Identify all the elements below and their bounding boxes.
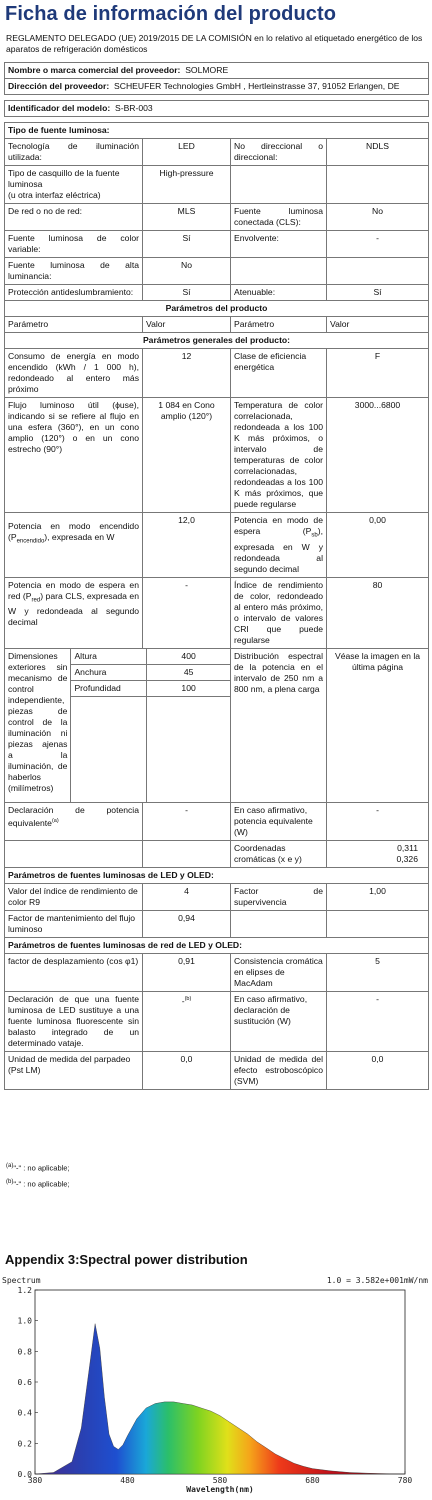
model-id-label: Identificador del modelo: <box>8 103 111 113</box>
param-value: 0,91 <box>143 954 231 992</box>
column-header-row <box>5 317 429 333</box>
product-params-header <box>5 301 429 317</box>
dimension-name: Altura <box>71 649 147 665</box>
param-label: Consistencia cromática en elipses de MacAdam <box>231 954 327 992</box>
y-tick-label: 0.6 <box>17 1378 32 1387</box>
section-header: Parámetros generales del producto: <box>5 333 429 349</box>
chart-annotation: 1.0 = 3.582e+001mW/nm <box>326 1276 428 1285</box>
param-label: Unidad de medida del efecto estroboscópico (SVM) <box>231 1052 327 1090</box>
param-value: 1 084 en Cono amplio (120°) <box>143 398 231 513</box>
param-label: Envolvente: <box>231 231 327 258</box>
param-label: Temperatura de color correlacionada, redondeada a los 100 K más próximos, o intervalo de temperaturas de color correlacionadas, redondeadas a los 100 K más próximos, que puede regularse <box>231 398 327 513</box>
param-label: Distribución espectral de la potencia en el intervalo de 250 nm a 800 nm, a plena carga <box>231 648 327 803</box>
param-value: 5 <box>327 954 429 992</box>
supplier-name-label: Nombre o marca comercial del proveedor: <box>8 65 181 75</box>
param-value: 1,00 <box>327 884 429 911</box>
y-tick-label: 1.2 <box>17 1286 32 1295</box>
param-value <box>327 911 429 938</box>
param-value: F <box>327 349 429 398</box>
param-value: - <box>327 803 429 841</box>
x-tick-label: 480 <box>120 1476 135 1485</box>
param-label: Unidad de medida del parpadeo (Pst LM) <box>5 1052 143 1090</box>
param-value: 3000...6800 <box>327 398 429 513</box>
param-value: Véase la imagen en la última página <box>327 648 429 803</box>
dimension-name: Profundidad <box>71 680 147 696</box>
model-id-row <box>5 101 429 117</box>
param-label: Protección antideslumbramiento: <box>5 285 143 301</box>
column-header-value: Valor <box>327 317 429 333</box>
dimension-name: Anchura <box>71 664 147 680</box>
table-row <box>5 884 429 911</box>
param-label: Declaración de que una fuente luminosa de LED sustituye a una fuente luminosa fluorescente sin balasto integrado de un determinado vataje. <box>5 992 143 1052</box>
x-tick-label: 580 <box>212 1476 228 1485</box>
param-label: Declaración de potencia equivalente$^{(a)}$ <box>5 803 143 841</box>
column-header-param: Parámetro <box>231 317 327 333</box>
section-header: Parámetros de fuentes luminosas de red de LED y OLED: <box>5 938 429 954</box>
regulation-text: REGLAMENTO DELEGADO (UE) 2019/2015 DE LA COMISIÓN en lo relativo al etiquetado energético de los aparatos de refrigeración domésticos <box>6 33 423 54</box>
param-label: Índice de rendimiento de color, redondeado al entero más próximo, o intervalo de valores CRI que puede regularse <box>231 577 327 648</box>
param-value: 0,00 <box>327 513 429 578</box>
param-label: Fuente luminosa conectada (CLS): <box>231 204 327 231</box>
dimension-value: 400 <box>147 649 230 665</box>
y-tick-label: 0.8 <box>17 1347 32 1357</box>
table-row <box>5 841 429 868</box>
dimension-value: 100 <box>147 680 230 696</box>
appendix-title: Appendix 3:Spectral power distribution <box>5 1252 248 1267</box>
param-value: - <box>327 231 429 258</box>
footnote-a: $^{(a)}$"-" : no aplicable; <box>6 1163 70 1173</box>
table-row <box>5 954 429 992</box>
table-row <box>5 803 429 841</box>
param-value: High-pressure <box>143 166 231 204</box>
param-value: -$^{(b)}$ <box>143 992 231 1052</box>
param-value: 0,94 <box>143 911 231 938</box>
footnote-b: $^{(b)}$"-" : no aplicable; <box>6 1179 70 1189</box>
section-header: Tipo de fuente luminosa: <box>5 123 429 139</box>
param-value: 80 <box>327 577 429 648</box>
param-value: 12 <box>143 349 231 398</box>
dimensions-block <box>5 649 230 803</box>
param-label: Coordenadas cromáticas (x e y) <box>231 841 327 868</box>
param-label: Potencia en modo de espera $(P_{sb})$, expresada en W y redondeada al segundo decimal <box>231 513 327 578</box>
param-label <box>231 166 327 204</box>
param-label: De red o no de red: <box>5 204 143 231</box>
table-row <box>5 513 429 578</box>
param-value: MLS <box>143 204 231 231</box>
dimensions-row <box>5 648 429 803</box>
table-row <box>5 204 429 231</box>
param-label: factor de desplazamiento (cos φ1) <box>5 954 143 992</box>
y-tick-label: 0.2 <box>17 1439 32 1449</box>
dimension-value: 45 <box>147 664 230 680</box>
table-row <box>5 139 429 166</box>
table-row <box>5 911 429 938</box>
param-value: - <box>327 992 429 1052</box>
param-value: 0,0 <box>327 1052 429 1090</box>
x-axis-label: Wavelength(nm) <box>186 1485 254 1494</box>
y-tick-label: 0.0 <box>17 1470 32 1479</box>
param-label <box>231 258 327 285</box>
table-row <box>5 992 429 1052</box>
model-id-value: S-BR-003 <box>114 103 153 113</box>
param-label: Fuente luminosa de alta luminancia: <box>5 258 143 285</box>
param-label: Tipo de casquillo de la fuente luminosa (u otra interfaz eléctrica) <box>5 166 143 204</box>
param-value: Sí <box>143 285 231 301</box>
param-label: Flujo luminoso útil (ϕuse), indicando si se refiere al flujo en una esfera (360°), en un cono amplio (120°) o en un cono estrecho (90°) <box>5 398 143 513</box>
y-tick-label: 1.0 <box>17 1316 32 1326</box>
x-tick-label: 380 <box>27 1476 43 1485</box>
light-source-type-header <box>5 123 429 139</box>
column-header-value: Valor <box>143 317 231 333</box>
param-label <box>231 911 327 938</box>
param-label: Atenuable: <box>231 285 327 301</box>
param-value: - <box>143 577 231 648</box>
param-value: Sí <box>327 285 429 301</box>
param-label: Factor de mantenimiento del flujo luminoso <box>5 911 143 938</box>
table-row <box>5 258 429 285</box>
led-oled-header <box>5 868 429 884</box>
param-value: Sí <box>143 231 231 258</box>
x-tick-label: 780 <box>397 1476 413 1485</box>
param-value: NDLS <box>327 139 429 166</box>
x-tick-label: 680 <box>305 1476 320 1485</box>
param-value: 4 <box>143 884 231 911</box>
param-value: 0,0 <box>143 1052 231 1090</box>
param-label: Potencia en modo encendido $(P_{encendido})$, expresada en W <box>5 513 143 578</box>
table-row <box>5 349 429 398</box>
table-row <box>5 398 429 513</box>
spectral-chart <box>0 1272 432 1496</box>
section-header: Parámetros de fuentes luminosas de LED y OLED: <box>5 868 429 884</box>
info-table <box>4 62 429 1090</box>
param-value: 0,311 0,326 <box>327 841 429 868</box>
param-value: No <box>327 204 429 231</box>
param-label: En caso afirmativo, potencia equivalente (W) <box>231 803 327 841</box>
table-row <box>5 577 429 648</box>
y-axis-label: Spectrum <box>2 1276 41 1285</box>
section-header: Parámetros del producto <box>5 301 429 317</box>
page-title: Ficha de información del producto <box>5 3 337 25</box>
supplier-address-row <box>5 79 429 95</box>
param-value <box>327 166 429 204</box>
param-label: Factor de supervivencia <box>231 884 327 911</box>
param-label: En caso afirmativo, declaración de sustitución (W) <box>231 992 327 1052</box>
param-value: LED <box>143 139 231 166</box>
table-row <box>5 231 429 258</box>
y-tick-label: 0.4 <box>17 1408 32 1418</box>
param-label: Potencia en modo de espera en red $(P_{red})$ para CLS, expresada en W y redondeada al segundo decimal <box>5 577 143 648</box>
supplier-address-value: SCHEUFER Technologies GmbH , Hertleinstrasse 37, 91052 Erlangen, DE <box>114 81 400 91</box>
param-label: Tecnología de iluminación utilizada: <box>5 139 143 166</box>
general-params-header <box>5 333 429 349</box>
supplier-name-row <box>5 63 429 79</box>
column-header-param: Parámetro <box>5 317 143 333</box>
table-row <box>5 1052 429 1090</box>
supplier-address-label: Dirección del proveedor: <box>8 81 110 91</box>
param-label: Clase de eficiencia energética <box>231 349 327 398</box>
param-label: No direccional o direccional: <box>231 139 327 166</box>
param-value: - <box>143 803 231 841</box>
param-label: Valor del índice de rendimiento de color R9 <box>5 884 143 911</box>
table-row <box>5 166 429 204</box>
param-label: Consumo de energía en modo encendido (kWh / 1 000 h), redondeado al entero más próximo <box>5 349 143 398</box>
param-value <box>327 258 429 285</box>
param-value: No <box>143 258 231 285</box>
spectrum-area <box>35 1324 405 1474</box>
supplier-name-value: SOLMORE <box>185 65 229 75</box>
param-label: Fuente luminosa de color variable: <box>5 231 143 258</box>
mains-led-header <box>5 938 429 954</box>
table-row <box>5 285 429 301</box>
param-value: 12,0 <box>143 513 231 578</box>
dimensions-label: Dimensiones exteriores sin mecanismo de control independiente, piezas de control de la iluminación ni piezas ajenas a la iluminación, de haberlos (milímetros) <box>5 649 71 803</box>
